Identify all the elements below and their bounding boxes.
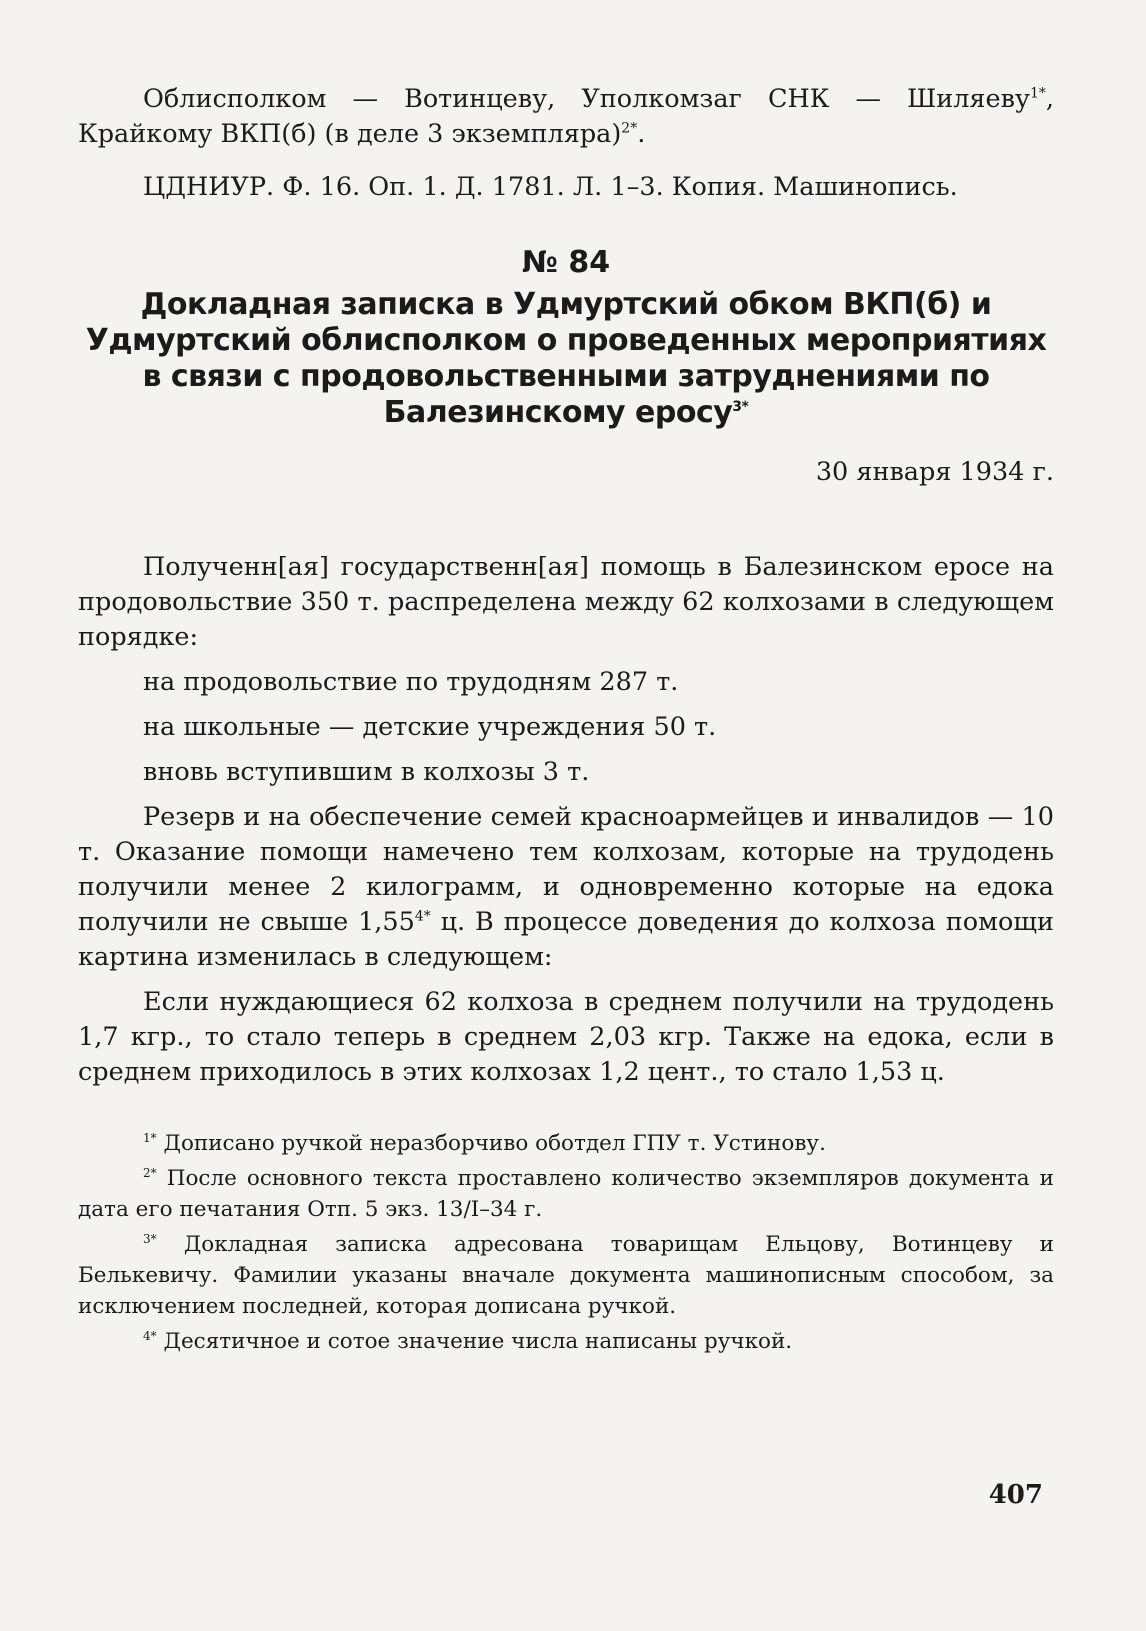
document-number: № 84 xyxy=(521,245,611,280)
footnote-text: Докладная записка адресована товарищам Ельцову, Вотинцеву и Белькевичу. Фамилии указаны вначале документа машинописным способом, за исключением последней, которая дописана ручкой. xyxy=(78,1232,1054,1319)
body-paragraph-3: Если нуждающиеся 62 колхоза в среднем получили на трудодень 1,7 кгр., то стало теперь в среднем 2,03 кгр. Также на едока, если в среднем приходилось в этих колхозах 1,2 цент., то стало 1,53 ц. xyxy=(78,987,1054,1087)
footnote-text: Десятичное и сотое значение числа написаны ручкой. xyxy=(156,1329,793,1354)
footnote-1 xyxy=(78,1128,1054,1159)
body-paragraph-2-text-1: Резерв и на обеспечение семей красноармейцев и инвалидов — 10 т. Оказание помощи намечено тем колхозам, которые на трудодень получили менее 2 килограмм, и одновременно которые на едока получили не свыше 1,55 xyxy=(78,802,1054,937)
footnote-mark: 1* xyxy=(143,1130,157,1145)
footnote-text: После основного текста проставлено количество экземпляров документа и дата его печатания Отп. 5 экз. 13/I–34 г. xyxy=(78,1166,1054,1222)
footnote-3 xyxy=(78,1229,1054,1322)
list-item: на продовольствие по трудодням 287 т. xyxy=(143,667,679,697)
body-paragraph-2 xyxy=(78,790,1054,975)
footnote-4 xyxy=(78,1326,1054,1357)
addressees xyxy=(78,82,1054,152)
addressees-text-1: Облисполком — Вотинцеву, Уполкомзаг СНК — Шиляеву xyxy=(143,84,1030,114)
footnote-ref-2[interactable]: 2* xyxy=(621,120,638,137)
footnotes xyxy=(78,1128,1054,1357)
footnote-mark: 2* xyxy=(143,1165,157,1180)
footnote-mark: 4* xyxy=(143,1328,157,1343)
document-title-text: Докладная записка в Удмуртский обком ВКП(б) и Удмуртский облисполком о проведенных мероприятиях в связи с продовольственными затруднениями по Балезинскому еросу xyxy=(85,287,1047,430)
addressees-text-2: , Крайкому ВКП(б) (в деле 3 экземпляра) xyxy=(78,84,1054,149)
footnote-ref-4[interactable]: 4* xyxy=(414,908,431,925)
footnote-text: Дописано ручкой неразборчиво оботдел ГПУ т. Устинову. xyxy=(156,1131,826,1156)
list-item: на школьные — детские учреждения 50 т. xyxy=(143,712,717,742)
archive-reference: ЦДНИУР. Ф. 16. Оп. 1. Д. 1781. Л. 1–3. Копия. Машинопись. xyxy=(143,172,958,202)
footnote-2 xyxy=(78,1163,1054,1225)
list-item: вновь вступившим в колхозы 3 т. xyxy=(143,757,590,787)
footnote-ref-1[interactable]: 1* xyxy=(1029,85,1046,102)
body-paragraph-2-text-2: ц. В процессе доведения до колхоза помощи картина изменилась в следующем: xyxy=(78,907,1054,972)
page-number: 407 xyxy=(988,1480,1043,1510)
document-date: 30 января 1934 г. xyxy=(815,457,1054,487)
document-body xyxy=(78,550,1054,1090)
document-title xyxy=(78,287,1054,431)
body-paragraph-1: Полученн[ая] государственн[ая] помощь в Балезинском еросе на продовольствие 350 т. распределена между 62 колхозами в следующем порядке: xyxy=(78,552,1054,652)
addressees-text-3: . xyxy=(637,119,646,149)
footnote-ref-3[interactable]: 3* xyxy=(732,399,749,415)
footnote-mark: 3* xyxy=(143,1231,157,1246)
